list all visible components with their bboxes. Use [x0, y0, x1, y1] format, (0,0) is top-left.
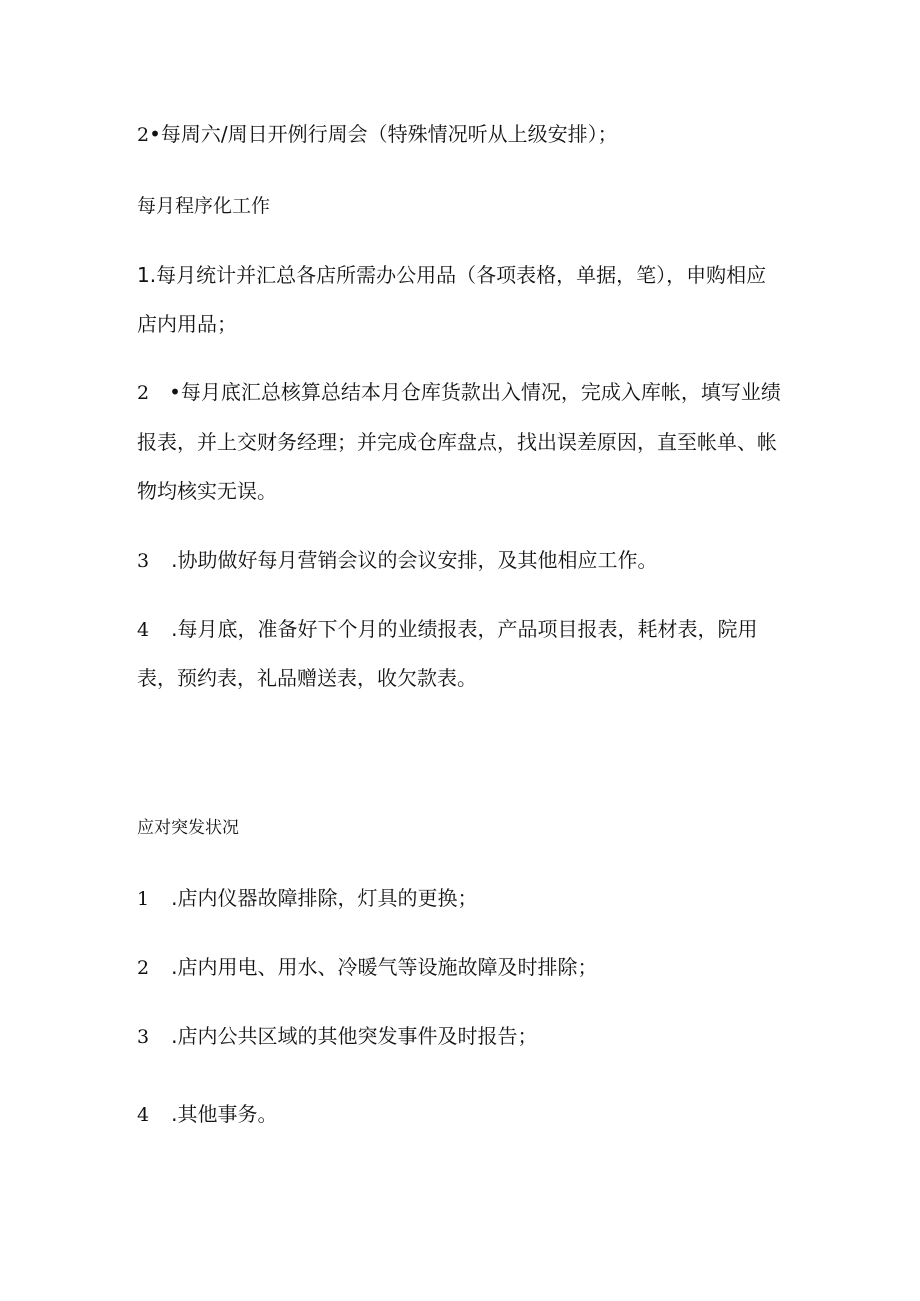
list-number: 3 — [137, 1026, 150, 1048]
emergency-item-4-text: .其他事务。 — [171, 1102, 278, 1126]
emergency-item-2-text: .店内用电、用水、冷暖气等设施故障及时排除； — [171, 955, 598, 979]
weekly-item-2 — [137, 124, 618, 145]
monthly-item-2-text: •每月底汇总核算总结本月仓库货款出入情况，完成入库帐，填写业绩 — [169, 380, 781, 404]
monthly-item-3 — [137, 550, 657, 571]
monthly-item-4-text: .每月底，准备好下个月的业绩报表，产品项目报表，耗材表，院用 — [171, 617, 758, 641]
weekly-item-2-text: •每周六/周日开例行周会（特殊情况听从上级安排）； — [149, 122, 618, 146]
emergency-item-3 — [137, 1026, 537, 1047]
monthly-item-2-line-2: 报表，并上交财务经理；并完成仓库盘点，找出误差原因，直至帐单、帐 — [137, 430, 777, 454]
emergency-item-1 — [137, 888, 477, 909]
monthly-item-4-line-1 — [137, 619, 757, 640]
monthly-item-2-line-1 — [137, 382, 781, 403]
list-number: 2 — [137, 124, 150, 146]
emergency-item-3-text: .店内公共区域的其他突发事件及时报告； — [171, 1024, 538, 1048]
monthly-item-2-line-3: 物均核实无误。 — [137, 479, 277, 503]
list-number: 2 — [137, 957, 150, 979]
list-number: 1 — [137, 888, 150, 910]
list-number: 4 — [137, 619, 150, 641]
monthly-item-4-line-2: 表，预约表，礼品赠送表，收欠款表。 — [137, 666, 477, 690]
emergency-item-4 — [137, 1104, 277, 1125]
list-number: 3 — [137, 550, 150, 572]
monthly-item-1-line-2: 店内用品； — [137, 312, 237, 336]
monthly-item-1-line-1: 1.每月统计并汇总各店所需办公用品（各项表格，单据，笔），申购相应 — [137, 263, 767, 287]
section-heading-monthly: 每月程序化工作 — [137, 195, 271, 217]
list-number: 2 — [137, 382, 150, 404]
emergency-item-2 — [137, 957, 597, 978]
monthly-item-3-text: .协助做好每月营销会议的会议安排，及其他相应工作。 — [171, 548, 658, 572]
list-number: 4 — [137, 1104, 150, 1126]
section-heading-emergency: 应对突发状况 — [137, 818, 239, 838]
emergency-item-1-text: .店内仪器故障排除，灯具的更换； — [171, 886, 478, 910]
